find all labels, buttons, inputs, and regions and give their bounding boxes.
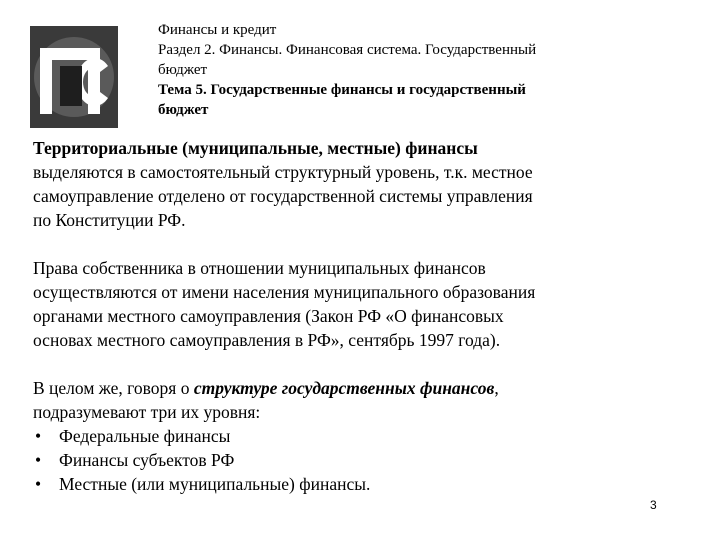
paragraph-line: по Конституции РФ. xyxy=(33,210,186,230)
paragraph-line: выделяются в самостоятельный структурный уровень, т.к. местное xyxy=(33,162,533,182)
page-number: 3 xyxy=(650,498,657,512)
paragraph-territorial-finance xyxy=(33,136,688,232)
list-item: • Местные (или муниципальные) финансы. xyxy=(35,474,371,494)
topic-title: Тема 5. Государственные финансы и государственный xyxy=(158,82,526,98)
list-item: • Федеральные финансы xyxy=(35,426,231,446)
paragraph-line: основах местного самоуправления в РФ», сентябрь 1997 года). xyxy=(33,330,501,350)
paragraph-line: подразумевают три их уровня: xyxy=(33,402,261,422)
bullet-icon: • xyxy=(35,426,42,446)
slide-body xyxy=(33,136,688,496)
ps-logo-icon xyxy=(30,26,118,128)
paragraph-structure xyxy=(33,376,688,424)
paragraph-prefix: В целом же, говоря о xyxy=(33,378,194,398)
paragraph-line: осуществляются от имени населения муниципального образования xyxy=(33,282,536,302)
bullet-icon: • xyxy=(35,450,42,470)
topic-title-cont: бюджет xyxy=(158,102,209,118)
slide-header xyxy=(158,20,678,120)
section-title: Раздел 2. Финансы. Финансовая система. Государственный xyxy=(158,42,537,58)
bullet-icon: • xyxy=(35,474,42,494)
paragraph-line: самоуправление отделено от государственной системы управления xyxy=(33,186,533,206)
list-item: • Финансы субъектов РФ xyxy=(35,450,235,470)
paragraph-emphasis: структуре государственных финансов xyxy=(193,378,495,398)
paragraph-lead: Территориальные (муниципальные, местные) финансы xyxy=(33,138,478,158)
levels-list xyxy=(33,424,688,496)
paragraph-line: органами местного самоуправления (Закон РФ «О финансовых xyxy=(33,306,504,326)
paragraph-owner-rights xyxy=(33,256,688,352)
paragraph-line: Права собственника в отношении муниципальных финансов xyxy=(33,258,486,278)
course-title: Финансы и кредит xyxy=(158,22,277,38)
paragraph-suffix: , xyxy=(494,378,499,398)
section-title-cont: бюджет xyxy=(158,62,208,78)
